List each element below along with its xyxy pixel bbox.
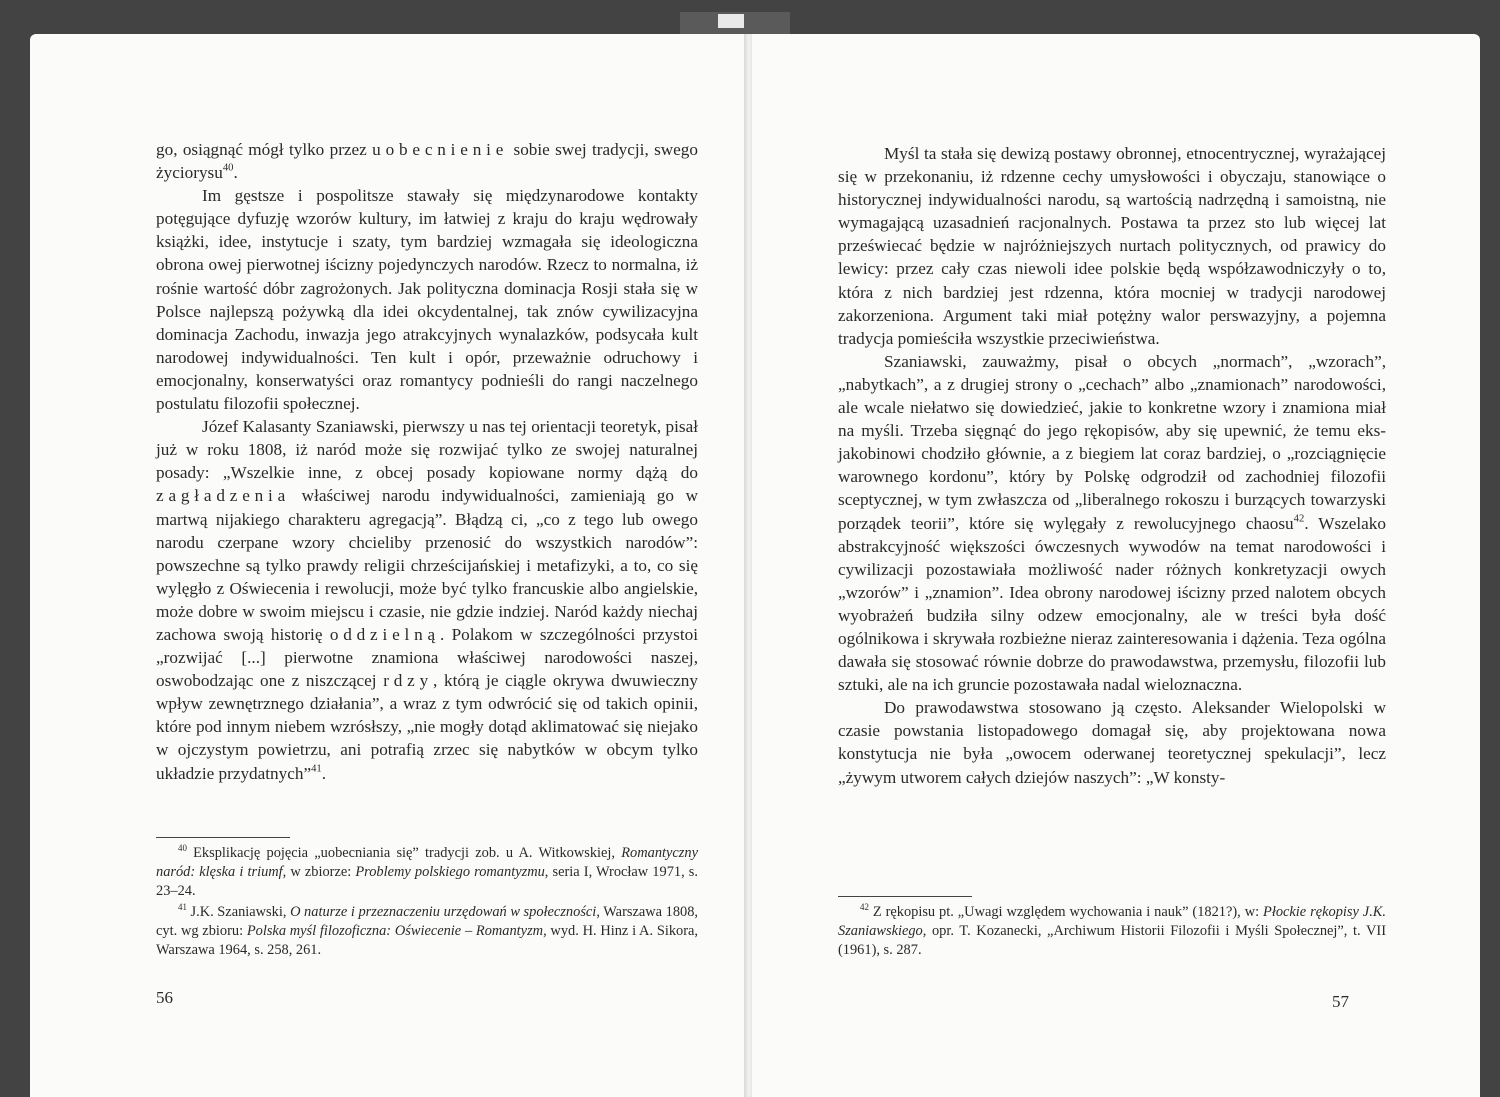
footnote [156, 844, 698, 902]
text-run: J.K. Szaniawski, [186, 903, 291, 920]
text-run: . Polakom w szczególności przystoi „rozwijać [...] pierwotne znamiona właściwej narodowości naszej, oswobodzając one z niszczącej [156, 624, 698, 691]
text-run: , Warszawa 1808, cyt. wg zbioru: [156, 903, 699, 939]
spaced-emphasis: zagładzenia [156, 486, 291, 506]
text-run: Z rękopisu pt. „Uwagi względem wychowania i nauk” (1821?), w: [868, 904, 1264, 920]
text-run: go, osiągnąć mógł tylko przez [156, 140, 373, 159]
left-footnotes [156, 844, 698, 961]
text-run: właściwej narodu indywidualności, zamieniają go w martwą nijakiego charakteru agregacją”. Błądzą ci, „co z tego lub owego narodu czerpane wzory chcieliby przenosić do wszystkich narodów”: powszechne są tylko prawdy religii chrześcijańskiej i metafizyki, a to, co się wylęgło z Oświecenia i rewolucji, może być tylko francuskie albo angielskie, może dobre w swoim miejscu i czasie, nie gdzie indziej. Naród każdy niechaj zachowa swoją historię [156, 486, 698, 644]
italic-title: Płockie rękopisy J.K. Szaniawskiego [838, 904, 1386, 940]
left-footnote-rule [156, 837, 290, 838]
right-footnote-rule [838, 896, 972, 897]
text-run: Eksplikację pojęcia „uobecniania się” tradycji zob. u A. Witkowskiej, [186, 845, 622, 861]
footnote-marker: 41 [178, 901, 187, 912]
body-paragraph [156, 184, 698, 415]
text-run: , którą je ciągle okrywa dwuwieczny wpływ zewnętrznego działania”, a wraz z tym odwrócić się od takich opinii, które pod innym niebem wzrósłszy, „nie mogły dotąd aklimatować się niejako w ojczystym powietrzu, ani potrafią zrzec się nabytków w obcym tylko układzie przydatnych” [156, 671, 698, 783]
binding-clip-highlight [718, 14, 744, 28]
text-run: . Wszelako abstrakcyjność większości ówczesnych wywodów na temat narodowości i cywilizacji pozostawiała możliwość nader różnych konkretyzacji owych „wzorów” i „znamion”. Idea obrony narodowej iścizny przed nalotem obcych wyobrażeń budziła silny odzew emocjonalny, ale w treści była dość ogólnikowa i skrywała rozbieżne nieraz zainteresowania i dążenia. Teza ogólna dawała się stosować równie dobrze do prawodawstwa, przemysłu, filozofii lub sztuki, ale na ich gruncie pozostawała nadal wieloznaczna. [838, 513, 1386, 695]
right-page [752, 34, 1480, 1097]
text-run: Im gęstsze i pospolitsze stawały się międzynarodowe kontakty potęgujące dyfuzję wzorów kultury, im łatwiej z kraju do kraju wędrowały książki, idee, instytucje i szaty, tym bardziej wzmagała się ideologiczna obrona owej pierwotnej iścizny pojedynczych narodów. Rzecz to normalna, iż rośnie wartość dóbr zagrożonych. Jak polityczna dominacja Rosji stała się w Polsce najlepszą pożywką dla idei okcydentalnej, tak znów cywilizacyjna dominacja Zachodu, inwazja jego atrakcyjnych wynalazków, podsycała kult narodowej indywidualności. Ten kult i opór, przeważnie odruchowy i emocjonalny, konserwatyści oraz romantycy podnieśli do rangi naczelnego postulatu filozofii społecznej. [156, 186, 698, 414]
page-number-left: 56 [156, 988, 173, 1007]
spaced-emphasis: uobecnienie [372, 140, 509, 159]
italic-title: Romantyczny naród: klęska i triumf [156, 845, 698, 881]
footnote [838, 903, 1386, 961]
text-run: , w zbiorze: [282, 864, 356, 881]
text-run: . [321, 763, 327, 783]
text-run: sobie swej tradycji, swego życiorysu [156, 140, 698, 183]
text-run: , seria I, Wrocław 1971, s. 23–24. [156, 864, 698, 900]
text-run: Szaniawski, zauważmy, pisał o obcych „normach”, „wzorach”, „nabytkach”, a z drugiej strony o „cechach” albo „znamionach” narodowości, ale wcale niełatwo się dowiedzieć, jakie to konkretne wzory i znamiona miał na myśli. Trzeba sięgnąć do jego rękopisów, aby się upewnić, że temu eks-jakobinowi chodziło głównie, a z biegiem lat coraz bardziej, o „rozciągnięcie warownego kordonu”, który by Polskę odgrodził od zachodniej filozofii sceptycznej, w tym zwłaszcza od „liberalnego rokoszu i burzących towarzyski porządek teorii”, które się wylęgały z rewolucyjnego chaosu [838, 351, 1386, 533]
body-paragraph [838, 350, 1386, 696]
text-run: , wyd. H. Hinz i A. Sikora, Warszawa 1964, s. 258, 261. [156, 922, 698, 959]
footnote-marker: 40 [178, 842, 187, 853]
body-paragraph [156, 138, 698, 184]
italic-title: Problemy polskiego romantyzmu [355, 864, 545, 881]
text-run: , opr. T. Kozanecki, „Archiwum Historii Filozofii i Myśli Społecznej”, t. VII (1961), s. 287. [838, 923, 1386, 959]
text-run: Myśl ta stała się dewizą postawy obronnej, etnocentrycznej, wyrażającej się w przekonaniu, iż rdzenne cechy umysłowości i obyczaju, stanowiące o historycznej indywidualności narodu, są wartością nadrzędną i samoistną, nie wymagającą uzasadnień racjonalnych. Postawa ta przez sto lub więcej lat przeświecać będzie w najróżniejszych nurtach politycznych, od prawicy do lewicy: przez cały czas niewoli idee polskie będą współzawodniczyły o to, która z nich bardziej jest rdzenna, która mocniej w tradycji narodowej zakorzeniona. Argument taki miał potężny walor perswazyjny, a pojemna tradycja pomieściła wszystkie przeciwieństwa. [838, 144, 1386, 348]
left-page [30, 34, 748, 1097]
italic-title: Polska myśl filozoficzna: Oświecenie – Romantyzm [246, 922, 544, 939]
footnote-marker: 41 [311, 763, 322, 775]
body-paragraph [156, 415, 698, 785]
left-body-text [156, 138, 698, 785]
body-paragraph [838, 696, 1386, 788]
text-run: . [233, 163, 238, 183]
text-run: Józef Kalasanty Szaniawski, pierwszy u nas tej orientacji teoretyk, pisał już w roku 1808, iż naród może się rozwijać tylko ze swojej naturalnej posady: „Wszelkie inne, z obcej posady kopiowane normy dążą do [156, 417, 698, 483]
text-run: Do prawodawstwa stosowano ją często. Aleksander Wielopolski w czasie powstania listopadowego domagał się, aby projektowana nowa konstytucja nie była „owocem oderwanej teoretycznej spekulacji”, lecz „żywym utworem całych dziejów naszych”: „W konsty- [838, 698, 1386, 787]
body-paragraph [838, 142, 1386, 350]
spaced-emphasis: rdzy [383, 671, 434, 691]
right-body-text [838, 142, 1386, 789]
right-footnotes [838, 903, 1386, 962]
footnote-marker: 42 [1293, 513, 1305, 525]
footnote [156, 903, 698, 961]
footnote-marker: 42 [860, 901, 869, 912]
page-number-right: 57 [1332, 992, 1349, 1011]
spaced-emphasis: oddzielną [329, 624, 440, 644]
italic-title: O naturze i przeznaczeniu urzędowań w społeczności [290, 903, 597, 920]
footnote-marker: 40 [222, 162, 234, 174]
